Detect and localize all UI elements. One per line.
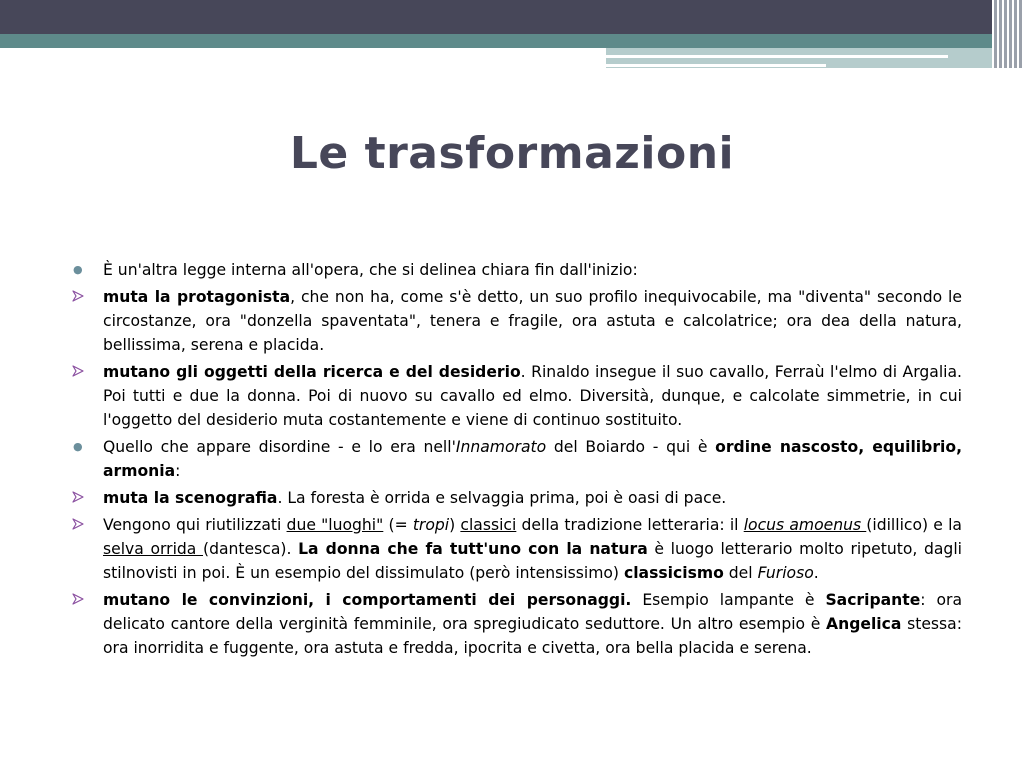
arrow-bullet-icon: [72, 518, 84, 530]
text-bold: mutano le convinzioni, i comportamenti dei personaggi.: [103, 590, 632, 609]
header-line: [606, 64, 826, 67]
text-segment: .: [813, 563, 819, 582]
text-bold: muta la protagonista: [103, 287, 291, 306]
list-item: [72, 486, 962, 510]
list-item: [72, 360, 962, 433]
text-bold: ordine nascosto, equilibrio, armonia: [103, 437, 962, 481]
text-segment: della tradizione letteraria: il: [516, 515, 744, 534]
text-segment: (dantesca).: [203, 539, 299, 558]
text-segment: . La foresta è orrida e selvaggia prima, poi è oasi di pace.: [277, 488, 727, 507]
text-segment: è luogo letterario molto ripetuto, dagli stilnovisti in poi. È un esempio del dissimulato (però intensissimo): [103, 539, 962, 582]
text-italic: Innamorato: [455, 437, 547, 456]
text-bold: La donna che fa tutt'uno con la natura: [298, 539, 648, 558]
text-segment: del Boiardo - qui è: [546, 437, 716, 456]
text-italic-underline: locus amoenus: [743, 515, 867, 534]
list-item: [72, 435, 962, 483]
text-italic: Furioso: [757, 563, 814, 582]
list-item: [72, 513, 962, 586]
text-segment: ): [449, 515, 461, 534]
text-segment: : ora delicato cantore della verginità femminile, ora spregiudicato seduttore. Un altro esempio è: [103, 590, 963, 633]
list-item: [72, 258, 962, 282]
header-line: [606, 55, 948, 58]
text-bold: mutano gli oggetti della ricerca e del desiderio: [103, 362, 521, 381]
header-band-teal: [0, 34, 1024, 48]
slide-content: [72, 258, 962, 663]
bullet-dot-icon: ●: [73, 439, 83, 453]
text-segment: Quello che appare disordine - e lo era nell': [103, 437, 456, 456]
text-segment: , che non ha, come s'è detto, un suo profilo inequivocabile, ma "diventa" secondo le circostanze, ora "donzella spaventata", tenera e fragile, ora astuta e calcolatrice; ora dea della natura, bellissima, serena e placida.: [103, 287, 962, 355]
text-bold: Angelica: [826, 614, 902, 633]
text-bold: muta la scenografia: [103, 488, 278, 507]
text-underline: due "luoghi": [286, 515, 384, 534]
text-segment: del: [723, 563, 758, 582]
list-item: [72, 588, 962, 661]
text-bold: classicismo: [623, 563, 724, 582]
text-segment: . Rinaldo insegue il suo cavallo, Ferraù l'elmo di Argalia. Poi tutti e due la donna. Poi di nuovo su cavallo ed elmo. Diversità, dunque, e calcolate simmetrie, in cui l'oggetto del desiderio muta costantemente e viene di continuo sostituito.: [103, 362, 962, 430]
list-item: [72, 285, 962, 358]
arrow-bullet-icon: [72, 491, 84, 503]
text-segment: (=: [383, 515, 413, 534]
text-bold: Sacripante: [825, 590, 921, 609]
header-band-dark: [0, 0, 1024, 34]
text-segment: :: [175, 462, 181, 481]
text-segment: stessa: ora inorridita e fuggente, ora astuta e fredda, ipocrita e civetta, ora bella placida e serena.: [103, 614, 962, 658]
text-segment: Esempio lampante è: [631, 590, 826, 609]
text-italic: tropi: [412, 515, 450, 534]
text-underline: classici: [460, 515, 517, 534]
text-segment: (idillico) e la: [866, 515, 962, 534]
text-underline: selva orrida: [103, 539, 204, 558]
arrow-bullet-icon: [72, 365, 84, 377]
arrow-bullet-icon: [72, 593, 84, 605]
arrow-bullet-icon: [72, 290, 84, 302]
header-stripes: [992, 0, 1024, 68]
text-segment: È un'altra legge interna all'opera, che si delinea chiara fin dall'inizio:: [103, 261, 638, 279]
slide-title: Le trasformazioni: [289, 128, 735, 179]
text-segment: Vengono qui riutilizzati: [103, 515, 287, 534]
bullet-dot-icon: ●: [73, 263, 83, 276]
